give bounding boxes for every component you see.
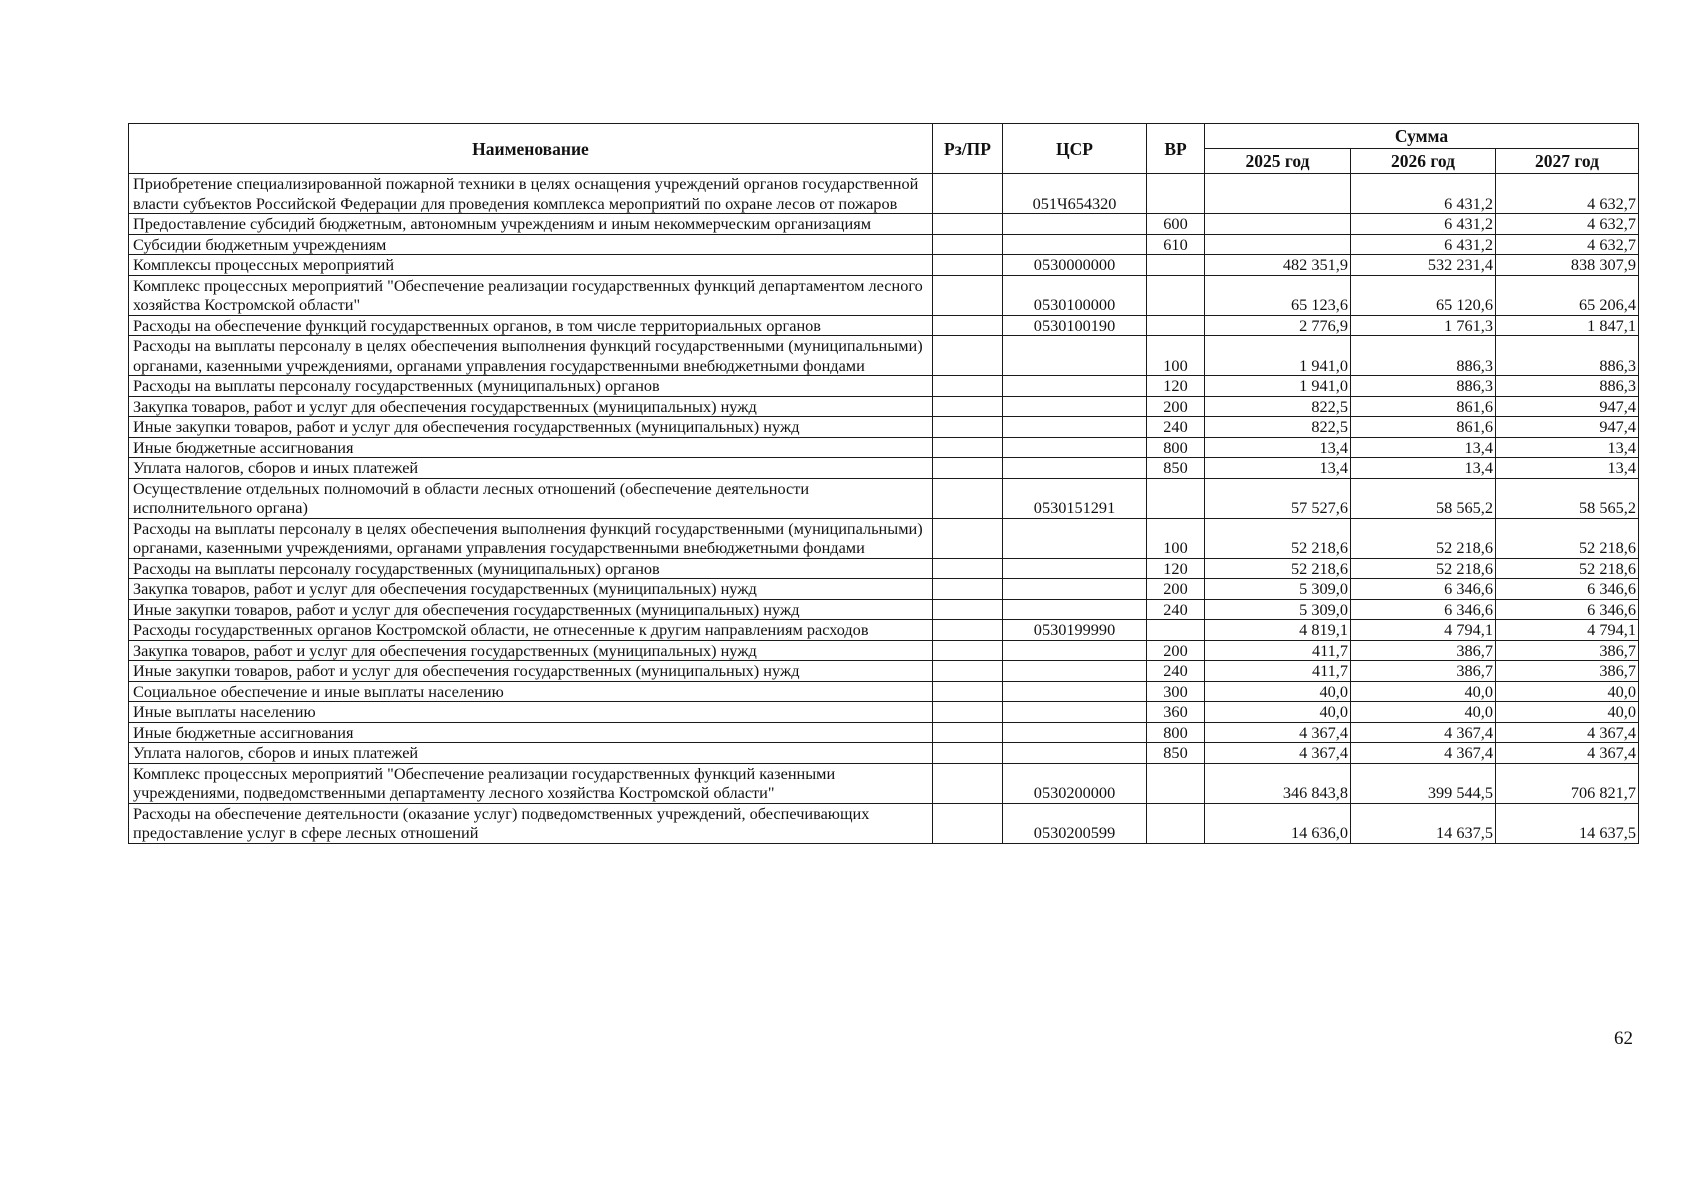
cell-2026: 6 431,2	[1351, 174, 1496, 214]
cell-2025: 4 367,4	[1205, 722, 1351, 743]
cell-2026: 399 544,5	[1351, 763, 1496, 803]
table-row	[129, 255, 1639, 276]
cell-csr: 0530151291	[1003, 478, 1147, 518]
cell-2026: 1 761,3	[1351, 315, 1496, 336]
cell-vr: 800	[1147, 437, 1205, 458]
cell-2027: 4 367,4	[1496, 743, 1639, 764]
cell-name: Расходы на выплаты персоналу в целях обеспечения выполнения функций государственными (муниципальными) органами, казенными учреждениями, органами управления государственными внебюджетными фондами	[129, 336, 933, 376]
cell-vr: 800	[1147, 722, 1205, 743]
cell-2026: 4 367,4	[1351, 743, 1496, 764]
cell-csr	[1003, 661, 1147, 682]
header-year-2027: 2027 год	[1496, 149, 1639, 174]
cell-2027: 6 346,6	[1496, 599, 1639, 620]
cell-name: Расходы на обеспечение деятельности (оказание услуг) подведомственных учреждений, обеспечивающих предоставление услуг в сфере лесных отношений	[129, 803, 933, 843]
cell-vr: 240	[1147, 661, 1205, 682]
cell-2025: 822,5	[1205, 396, 1351, 417]
cell-name: Уплата налогов, сборов и иных платежей	[129, 458, 933, 479]
cell-2027: 6 346,6	[1496, 579, 1639, 600]
cell-2025: 52 218,6	[1205, 518, 1351, 558]
header-name: Наименование	[129, 124, 933, 174]
cell-csr	[1003, 336, 1147, 376]
cell-name: Социальное обеспечение и иные выплаты населению	[129, 681, 933, 702]
cell-rzpr	[933, 478, 1003, 518]
table-row	[129, 275, 1639, 315]
page-number: 62	[1614, 1028, 1633, 1049]
cell-2027: 14 637,5	[1496, 803, 1639, 843]
cell-2027: 65 206,4	[1496, 275, 1639, 315]
cell-2025: 13,4	[1205, 458, 1351, 479]
cell-name: Расходы на обеспечение функций государственных органов, в том числе территориальных органов	[129, 315, 933, 336]
cell-2027: 838 307,9	[1496, 255, 1639, 276]
cell-name: Комплекс процессных мероприятий "Обеспечение реализации государственных функций департаментом лесного хозяйства Костромской области"	[129, 275, 933, 315]
cell-2025: 411,7	[1205, 661, 1351, 682]
cell-name: Иные бюджетные ассигнования	[129, 437, 933, 458]
header-year-2026: 2026 год	[1351, 149, 1496, 174]
table-row	[129, 315, 1639, 336]
cell-rzpr	[933, 803, 1003, 843]
cell-2027: 947,4	[1496, 396, 1639, 417]
table-row	[129, 702, 1639, 723]
cell-2025: 411,7	[1205, 640, 1351, 661]
cell-name: Предоставление субсидий бюджетным, автономным учреждениям и иным некоммерческим организациям	[129, 214, 933, 235]
cell-2026: 65 120,6	[1351, 275, 1496, 315]
table-row	[129, 579, 1639, 600]
table-row	[129, 458, 1639, 479]
cell-2025: 57 527,6	[1205, 478, 1351, 518]
cell-name: Закупка товаров, работ и услуг для обеспечения государственных (муниципальных) нужд	[129, 579, 933, 600]
cell-2026: 386,7	[1351, 640, 1496, 661]
cell-2025: 40,0	[1205, 681, 1351, 702]
cell-2027: 706 821,7	[1496, 763, 1639, 803]
cell-2025	[1205, 234, 1351, 255]
cell-rzpr	[933, 437, 1003, 458]
cell-csr: 0530199990	[1003, 620, 1147, 641]
cell-2026: 386,7	[1351, 661, 1496, 682]
table-header	[129, 124, 1639, 174]
cell-vr: 100	[1147, 336, 1205, 376]
cell-name: Расходы на выплаты персоналу государственных (муниципальных) органов	[129, 558, 933, 579]
cell-name: Расходы на выплаты персоналу государственных (муниципальных) органов	[129, 376, 933, 397]
cell-2027: 4 367,4	[1496, 722, 1639, 743]
cell-2026: 13,4	[1351, 458, 1496, 479]
cell-rzpr	[933, 579, 1003, 600]
cell-2025: 52 218,6	[1205, 558, 1351, 579]
cell-rzpr	[933, 661, 1003, 682]
cell-2027: 40,0	[1496, 702, 1639, 723]
cell-rzpr	[933, 722, 1003, 743]
cell-rzpr	[933, 620, 1003, 641]
cell-csr	[1003, 396, 1147, 417]
cell-csr	[1003, 579, 1147, 600]
table-body	[129, 174, 1639, 844]
cell-rzpr	[933, 336, 1003, 376]
cell-2027: 386,7	[1496, 640, 1639, 661]
cell-csr: 0530000000	[1003, 255, 1147, 276]
cell-2026: 40,0	[1351, 681, 1496, 702]
cell-csr	[1003, 722, 1147, 743]
cell-csr: 0530100190	[1003, 315, 1147, 336]
table-row	[129, 518, 1639, 558]
cell-csr	[1003, 743, 1147, 764]
cell-vr	[1147, 174, 1205, 214]
cell-2026: 52 218,6	[1351, 518, 1496, 558]
cell-2027: 52 218,6	[1496, 558, 1639, 579]
table-row	[129, 478, 1639, 518]
cell-2025: 5 309,0	[1205, 579, 1351, 600]
cell-name: Иные бюджетные ассигнования	[129, 722, 933, 743]
cell-2026: 40,0	[1351, 702, 1496, 723]
cell-name: Закупка товаров, работ и услуг для обеспечения государственных (муниципальных) нужд	[129, 640, 933, 661]
cell-2026: 861,6	[1351, 417, 1496, 438]
table-row	[129, 214, 1639, 235]
cell-csr	[1003, 558, 1147, 579]
table-row	[129, 681, 1639, 702]
cell-csr: 051Ч654320	[1003, 174, 1147, 214]
cell-vr	[1147, 255, 1205, 276]
cell-name: Иные закупки товаров, работ и услуг для обеспечения государственных (муниципальных) нужд	[129, 661, 933, 682]
cell-2026: 6 431,2	[1351, 234, 1496, 255]
cell-2027: 386,7	[1496, 661, 1639, 682]
cell-vr: 240	[1147, 417, 1205, 438]
cell-name: Расходы государственных органов Костромской области, не отнесенные к другим направлениям расходов	[129, 620, 933, 641]
cell-vr: 100	[1147, 518, 1205, 558]
cell-name: Субсидии бюджетным учреждениям	[129, 234, 933, 255]
cell-rzpr	[933, 275, 1003, 315]
cell-rzpr	[933, 599, 1003, 620]
budget-table	[128, 123, 1639, 844]
cell-vr: 600	[1147, 214, 1205, 235]
cell-2026: 6 346,6	[1351, 579, 1496, 600]
cell-name: Закупка товаров, работ и услуг для обеспечения государственных (муниципальных) нужд	[129, 396, 933, 417]
cell-vr: 850	[1147, 458, 1205, 479]
cell-2025: 4 819,1	[1205, 620, 1351, 641]
cell-2026: 886,3	[1351, 336, 1496, 376]
table-row	[129, 743, 1639, 764]
cell-vr	[1147, 620, 1205, 641]
table-row	[129, 336, 1639, 376]
cell-2025: 13,4	[1205, 437, 1351, 458]
cell-rzpr	[933, 702, 1003, 723]
cell-2026: 886,3	[1351, 376, 1496, 397]
cell-rzpr	[933, 458, 1003, 479]
cell-2026: 532 231,4	[1351, 255, 1496, 276]
cell-2025	[1205, 214, 1351, 235]
table-row	[129, 376, 1639, 397]
cell-2026: 861,6	[1351, 396, 1496, 417]
cell-csr	[1003, 681, 1147, 702]
cell-vr	[1147, 763, 1205, 803]
table-row	[129, 763, 1639, 803]
cell-csr	[1003, 417, 1147, 438]
cell-2025: 822,5	[1205, 417, 1351, 438]
table-row	[129, 803, 1639, 843]
cell-vr: 200	[1147, 579, 1205, 600]
cell-2025: 2 776,9	[1205, 315, 1351, 336]
cell-rzpr	[933, 518, 1003, 558]
cell-rzpr	[933, 214, 1003, 235]
cell-vr: 200	[1147, 396, 1205, 417]
cell-2026: 13,4	[1351, 437, 1496, 458]
cell-vr	[1147, 275, 1205, 315]
cell-2027: 886,3	[1496, 336, 1639, 376]
cell-name: Иные закупки товаров, работ и услуг для обеспечения государственных (муниципальных) нужд	[129, 417, 933, 438]
cell-2026: 6 431,2	[1351, 214, 1496, 235]
cell-name: Комплекс процессных мероприятий "Обеспечение реализации государственных функций казенными учреждениями, подведомственными департаменту лесного хозяйства Костромской области"	[129, 763, 933, 803]
cell-vr: 120	[1147, 376, 1205, 397]
cell-name: Иные выплаты населению	[129, 702, 933, 723]
cell-name: Осуществление отдельных полномочий в области лесных отношений (обеспечение деятельности исполнительного органа)	[129, 478, 933, 518]
cell-vr: 200	[1147, 640, 1205, 661]
cell-name: Иные закупки товаров, работ и услуг для обеспечения государственных (муниципальных) нужд	[129, 599, 933, 620]
cell-2027: 52 218,6	[1496, 518, 1639, 558]
cell-csr	[1003, 376, 1147, 397]
cell-csr	[1003, 599, 1147, 620]
table-row	[129, 417, 1639, 438]
cell-2025	[1205, 174, 1351, 214]
cell-vr: 240	[1147, 599, 1205, 620]
cell-2025: 1 941,0	[1205, 336, 1351, 376]
cell-2025: 346 843,8	[1205, 763, 1351, 803]
cell-name: Комплексы процессных мероприятий	[129, 255, 933, 276]
cell-2026: 52 218,6	[1351, 558, 1496, 579]
cell-vr	[1147, 478, 1205, 518]
cell-rzpr	[933, 396, 1003, 417]
cell-2026: 14 637,5	[1351, 803, 1496, 843]
cell-csr: 0530100000	[1003, 275, 1147, 315]
table-row	[129, 396, 1639, 417]
cell-2027: 4 794,1	[1496, 620, 1639, 641]
cell-2025: 14 636,0	[1205, 803, 1351, 843]
cell-csr	[1003, 702, 1147, 723]
table-row	[129, 661, 1639, 682]
cell-2025: 1 941,0	[1205, 376, 1351, 397]
cell-vr	[1147, 803, 1205, 843]
cell-2026: 6 346,6	[1351, 599, 1496, 620]
table-row	[129, 722, 1639, 743]
cell-csr	[1003, 437, 1147, 458]
cell-rzpr	[933, 315, 1003, 336]
header-year-2025: 2025 год	[1205, 149, 1351, 174]
cell-rzpr	[933, 174, 1003, 214]
header-vr: ВР	[1147, 124, 1205, 174]
cell-2025: 5 309,0	[1205, 599, 1351, 620]
cell-name: Уплата налогов, сборов и иных платежей	[129, 743, 933, 764]
cell-vr: 610	[1147, 234, 1205, 255]
cell-2027: 1 847,1	[1496, 315, 1639, 336]
cell-csr	[1003, 214, 1147, 235]
cell-rzpr	[933, 681, 1003, 702]
cell-2025: 4 367,4	[1205, 743, 1351, 764]
header-sum: Сумма	[1205, 124, 1639, 149]
cell-rzpr	[933, 234, 1003, 255]
cell-2027: 13,4	[1496, 458, 1639, 479]
cell-2027: 947,4	[1496, 417, 1639, 438]
cell-2025: 40,0	[1205, 702, 1351, 723]
table-row	[129, 234, 1639, 255]
cell-2027: 4 632,7	[1496, 174, 1639, 214]
cell-2026: 4 794,1	[1351, 620, 1496, 641]
cell-2026: 58 565,2	[1351, 478, 1496, 518]
cell-2027: 4 632,7	[1496, 234, 1639, 255]
cell-name: Приобретение специализированной пожарной техники в целях оснащения учреждений органов государственной власти субъектов Российской Федерации для проведения комплекса мероприятий по охране лесов от пожаров	[129, 174, 933, 214]
table-row	[129, 599, 1639, 620]
header-csr: ЦСР	[1003, 124, 1147, 174]
table-row	[129, 437, 1639, 458]
cell-vr	[1147, 315, 1205, 336]
cell-rzpr	[933, 640, 1003, 661]
cell-csr: 0530200599	[1003, 803, 1147, 843]
cell-rzpr	[933, 763, 1003, 803]
table-row	[129, 174, 1639, 214]
cell-2027: 58 565,2	[1496, 478, 1639, 518]
cell-csr	[1003, 518, 1147, 558]
cell-vr: 300	[1147, 681, 1205, 702]
cell-2027: 4 632,7	[1496, 214, 1639, 235]
header-rzpr: Рз/ПР	[933, 124, 1003, 174]
cell-2027: 40,0	[1496, 681, 1639, 702]
cell-csr: 0530200000	[1003, 763, 1147, 803]
cell-rzpr	[933, 558, 1003, 579]
table-row	[129, 640, 1639, 661]
cell-2025: 482 351,9	[1205, 255, 1351, 276]
cell-csr	[1003, 234, 1147, 255]
cell-rzpr	[933, 743, 1003, 764]
cell-2025: 65 123,6	[1205, 275, 1351, 315]
table-row	[129, 558, 1639, 579]
cell-vr: 360	[1147, 702, 1205, 723]
cell-name: Расходы на выплаты персоналу в целях обеспечения выполнения функций государственными (муниципальными) органами, казенными учреждениями, органами управления государственными внебюджетными фондами	[129, 518, 933, 558]
cell-2027: 886,3	[1496, 376, 1639, 397]
cell-vr: 850	[1147, 743, 1205, 764]
cell-csr	[1003, 640, 1147, 661]
cell-rzpr	[933, 255, 1003, 276]
cell-vr: 120	[1147, 558, 1205, 579]
cell-rzpr	[933, 376, 1003, 397]
cell-rzpr	[933, 417, 1003, 438]
cell-2026: 4 367,4	[1351, 722, 1496, 743]
table-row	[129, 620, 1639, 641]
cell-2027: 13,4	[1496, 437, 1639, 458]
cell-csr	[1003, 458, 1147, 479]
